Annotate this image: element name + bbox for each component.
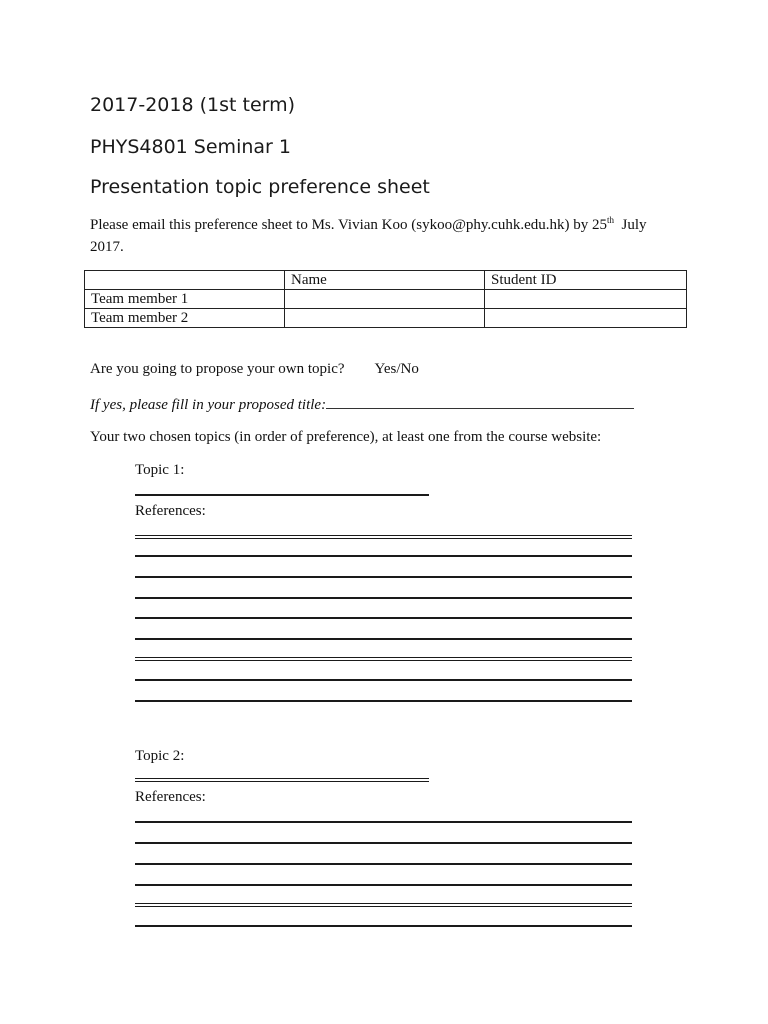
topic-1-label: Topic 1: <box>135 462 185 478</box>
term-heading: 2017-2018 (1st term) <box>90 94 296 116</box>
team-member-2-student-id-cell[interactable] <box>485 309 687 328</box>
chosen-topics-instruction: Your two chosen topics (in order of preference), at least one from the course website: <box>90 429 602 445</box>
topic-2-references-label: References: <box>135 789 206 805</box>
own-topic-answer[interactable]: Yes/No <box>374 361 419 377</box>
topic-1-reference-line[interactable] <box>135 700 632 702</box>
topic-2-label: Topic 2: <box>135 748 185 764</box>
topic-2-reference-line[interactable] <box>135 925 632 927</box>
table-header-row <box>85 271 687 290</box>
sheet-title: Presentation topic preference sheet <box>90 176 430 198</box>
table-row <box>85 309 687 328</box>
team-member-2-name-cell[interactable] <box>285 309 485 328</box>
topic-2-reference-line[interactable] <box>135 842 632 844</box>
topic-2-reference-line[interactable] <box>135 884 632 886</box>
topic-2-reference-line[interactable] <box>135 863 632 865</box>
table-header-student-id: Student ID <box>485 271 687 290</box>
instructions-line-1 <box>90 215 647 235</box>
table-header-blank <box>85 271 285 290</box>
topic-1-reference-line[interactable] <box>135 535 632 539</box>
team-member-label: Team member 1 <box>85 290 285 309</box>
table-header-name: Name <box>285 271 485 290</box>
topic-1-reference-line[interactable] <box>135 679 632 681</box>
own-topic-question-line <box>90 359 419 379</box>
topic-1-answer-line[interactable] <box>135 494 429 496</box>
instructions-line-2: 2017. <box>90 239 124 255</box>
date-ordinal-suffix: th <box>606 215 614 225</box>
team-member-label: Team member 2 <box>85 309 285 328</box>
topic-1-reference-line[interactable] <box>135 657 632 661</box>
topic-2-reference-line[interactable] <box>135 903 632 907</box>
topic-1-reference-line[interactable] <box>135 617 632 619</box>
table-row <box>85 290 687 309</box>
topic-1-references-label: References: <box>135 503 206 519</box>
topic-1-reference-line[interactable] <box>135 555 632 557</box>
team-member-1-student-id-cell[interactable] <box>485 290 687 309</box>
instructions-text: Please email this preference sheet to Ms. Vivian Koo (sykoo@phy.cuhk.edu.hk) by 25 <box>90 217 607 233</box>
topic-2-answer-line[interactable] <box>135 778 429 782</box>
topic-1-reference-line[interactable] <box>135 576 632 578</box>
topic-1-reference-line[interactable] <box>135 597 632 599</box>
topic-1-reference-line[interactable] <box>135 638 632 640</box>
team-member-1-name-cell[interactable] <box>285 290 485 309</box>
own-topic-question: Are you going to propose your own topic? <box>90 361 345 377</box>
course-heading: PHYS4801 Seminar 1 <box>90 136 291 158</box>
topic-2-reference-line[interactable] <box>135 821 632 823</box>
team-members-table <box>84 270 687 328</box>
instructions-month: July <box>613 217 647 233</box>
proposed-title-blank[interactable] <box>326 393 634 409</box>
proposed-title-line <box>90 393 634 415</box>
proposed-title-label: If yes, please fill in your proposed title: <box>90 397 327 413</box>
